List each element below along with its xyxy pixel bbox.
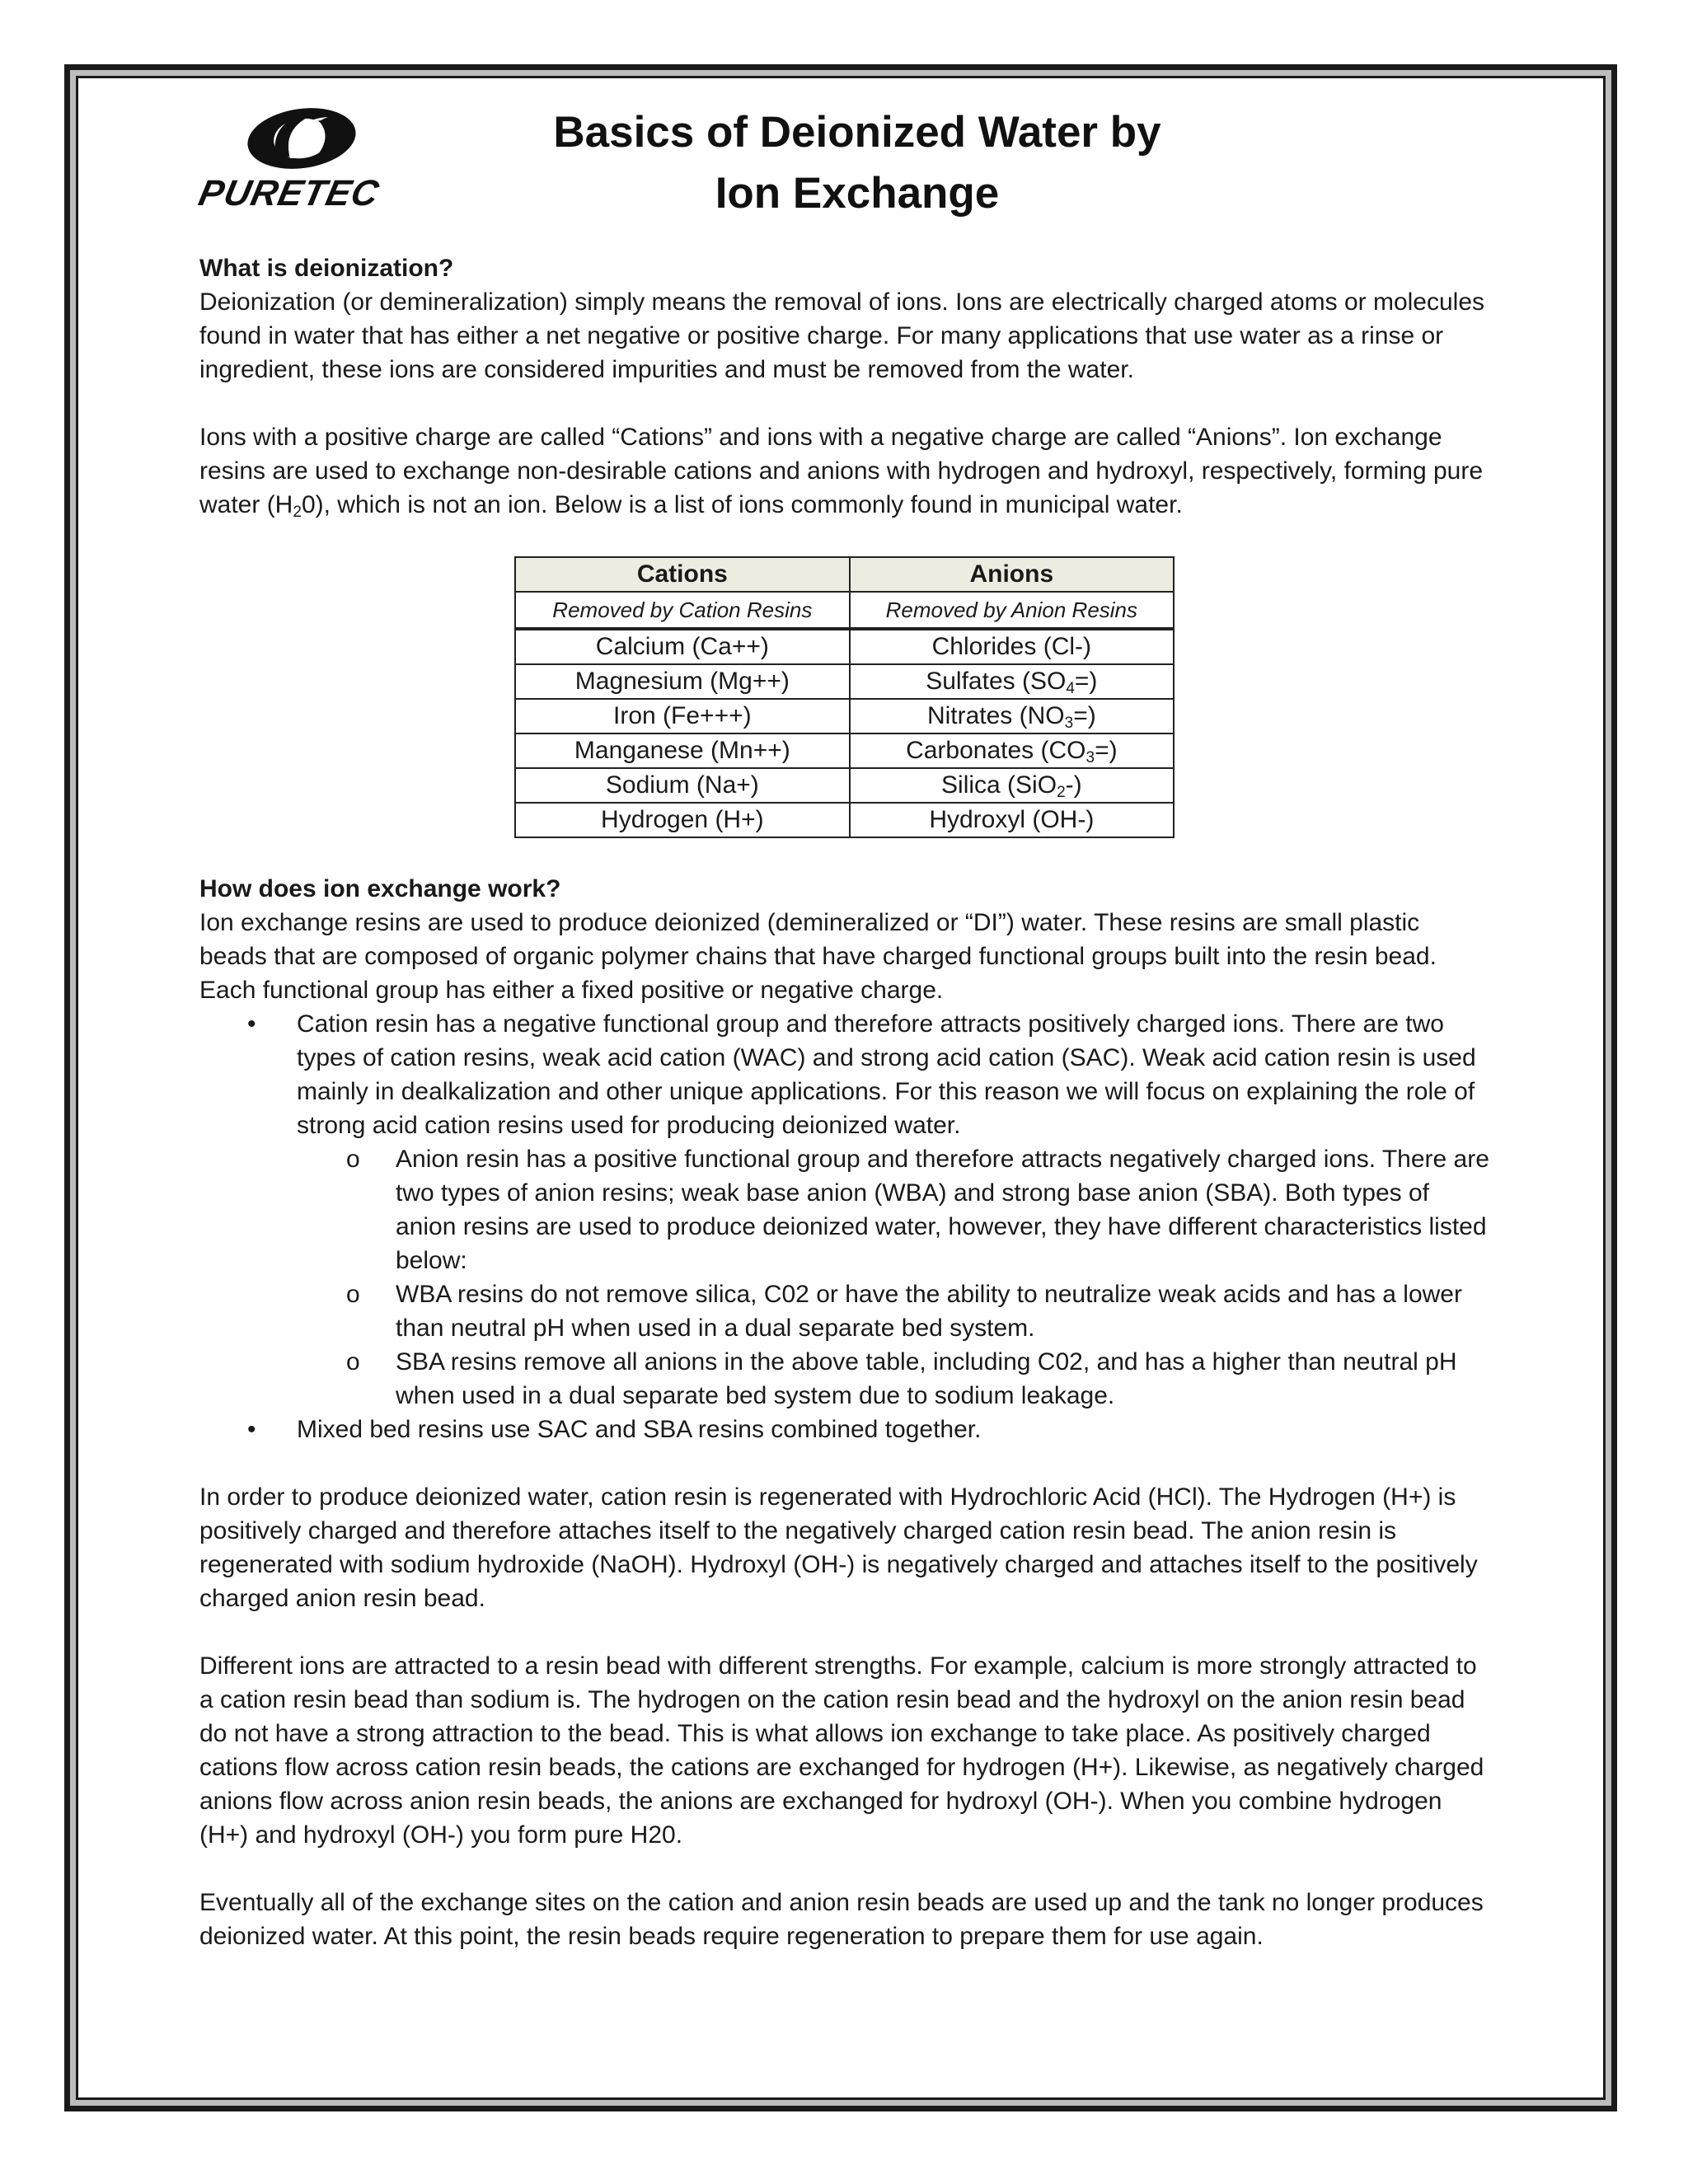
text-run: 0), which is not an ion. Below is a list of ions commonly found in municipal water. bbox=[301, 491, 1183, 518]
table-cell: Iron (Fe+++) bbox=[515, 699, 850, 733]
title-line-2: Ion Exchange bbox=[715, 169, 1000, 218]
page-title bbox=[462, 102, 1253, 224]
table-header: Anions bbox=[850, 557, 1174, 592]
table-row bbox=[515, 664, 1174, 699]
table-subheader-row bbox=[515, 592, 1174, 629]
text-run: Ions with a positive charge are called “Cations” and ions with a negative charge are called “Anions”. Ion exchange resins are used to exchange non-desirable cations and anions with hydrogen and hydroxyl, respectively, forming pure water (H bbox=[199, 424, 1484, 518]
document-body bbox=[199, 251, 1493, 1953]
table-row bbox=[515, 803, 1174, 837]
list-item-text: Anion resin has a positive functional group and therefore attracts negatively charged ions. There are two types of anion resins; weak base anion (WBA) and strong base anion (SBA). Both types of anion resins are used to produce deionized water, however, they have different characteristics listed below: bbox=[396, 1146, 1489, 1274]
paragraph-gap bbox=[199, 387, 1493, 420]
paragraph: Different ions are attracted to a resin bead with different strengths. For example, calcium is more strongly attracted to a cation resin bead than sodium is. The hydrogen on the cation resin bead and the hydroxyl on the anion resin bead do not have a strong attraction to the bead. This is what allows ion exchange to take place. As positively charged cations flow across cation resin beads, the cations are exchanged for hydrogen (H+). Likewise, as negatively charged anions flow across anion resin beads, the anions are exchanged for hydroxyl (OH-). When you combine hydrogen (H+) and hydroxyl (OH-) you form pure H20. bbox=[199, 1652, 1484, 1849]
list-item-text: SBA resins remove all anions in the above table, including C02, and has a higher than neutral pH when used in a dual separate bed system due to sodium leakage. bbox=[396, 1348, 1457, 1409]
bullet-marker: • bbox=[247, 1416, 256, 1443]
sub-list-item bbox=[297, 1345, 1493, 1413]
table-cell: Nitrates $(NO_3=)$ bbox=[850, 699, 1174, 733]
table-header: Cations bbox=[515, 557, 850, 592]
list-item-text: WBA resins do not remove silica, C02 or have the ability to neutralize weak acids and has a lower than neutral pH when used in a dual separate bed system. bbox=[396, 1281, 1462, 1342]
paragraph-gap bbox=[199, 1852, 1493, 1886]
sub-list-item bbox=[297, 1142, 1493, 1277]
list-item bbox=[199, 1413, 1493, 1446]
table-row bbox=[515, 768, 1174, 803]
paragraph-gap bbox=[199, 1446, 1493, 1480]
list-item-text: Cation resin has a negative functional group and therefore attracts positively charged ions. There are two types of cation resins, weak acid cation (WAC) and strong acid cation (SAC). Weak acid cation resin is used mainly in dealkalization and other unique applications. For this reason we will focus on explaining the role of strong acid cation resins used for producing deionized water. bbox=[297, 1010, 1476, 1139]
table-row bbox=[515, 733, 1174, 768]
table-cell: Calcium (Ca++) bbox=[515, 629, 850, 664]
table-header-row bbox=[515, 557, 1174, 592]
title-line-1: Basics of Deionized Water by bbox=[553, 108, 1161, 157]
table-row bbox=[515, 629, 1174, 664]
sub-list-item bbox=[297, 1277, 1493, 1345]
bullet-list bbox=[199, 1007, 1493, 1446]
logo-wordmark: PURETEC bbox=[195, 173, 383, 213]
table-cell: Chlorides (Cl-) bbox=[850, 629, 1174, 664]
table-cell: Silica (SiO$_2$-) bbox=[850, 768, 1174, 803]
paragraph: In order to produce deionized water, cation resin is regenerated with Hydrochloric Acid (HCl). The Hydrogen (H+) is positively charged and therefore attaches itself to the negatively charged cation resin bead. The anion resin is regenerated with sodium hydroxide (NaOH). Hydroxyl (OH-) is negatively charged and attaches itself to the positively charged anion resin bead. bbox=[199, 1483, 1478, 1612]
section-heading: What is deionization? bbox=[199, 255, 454, 282]
table-row bbox=[515, 699, 1174, 733]
bullet-marker: • bbox=[247, 1010, 256, 1038]
list-item bbox=[199, 1007, 1493, 1413]
sub-bullet-marker: o bbox=[346, 1146, 360, 1173]
table-cell: Magnesium (Mg++) bbox=[515, 664, 850, 699]
list-item-text: Mixed bed resins use SAC and SBA resins combined together. bbox=[297, 1416, 982, 1443]
sub-bullet-marker: o bbox=[346, 1281, 360, 1308]
table-cell: Manganese (Mn++) bbox=[515, 733, 850, 768]
paragraph bbox=[199, 420, 1493, 522]
paragraph: Eventually all of the exchange sites on the cation and anion resin beads are used up and the tank no longer produces deionized water. At this point, the resin beads require regeneration to prepare them for use again. bbox=[199, 1889, 1484, 1950]
paragraph-gap bbox=[199, 1615, 1493, 1649]
paragraph: Deionization (or demineralization) simply means the removal of ions. Ions are electrically charged atoms or molecules found in water that has either a net negative or positive charge. For many applications that use water as a rinse or ingredient, these ions are considered impurities and must be removed from the water. bbox=[199, 288, 1485, 383]
table-subheader: Removed by Cation Resins bbox=[515, 592, 850, 629]
table-subheader: Removed by Anion Resins bbox=[850, 592, 1174, 629]
table-cell: Sodium (Na+) bbox=[515, 768, 850, 803]
table-cell: Sulfates $(SO_4=)$ bbox=[850, 664, 1174, 699]
ions-table bbox=[514, 556, 1175, 838]
table-cell: Carbonates $(CO_3=)$ bbox=[850, 733, 1174, 768]
paragraph-gap bbox=[199, 838, 1493, 872]
table-cell: Hydrogen (H+) bbox=[515, 803, 850, 837]
paragraph: Ion exchange resins are used to produce deionized (demineralized or “DI”) water. These resins are small plastic beads that are composed of organic polymer chains that have charged functional groups built into the resin bead. Each functional group has either a fixed positive or negative charge. bbox=[199, 909, 1437, 1004]
subscript: 2 bbox=[293, 504, 302, 521]
sub-bullet-marker: o bbox=[346, 1348, 360, 1376]
section-heading: How does ion exchange work? bbox=[199, 875, 561, 902]
sub-list bbox=[297, 1142, 1493, 1413]
table-cell: Hydroxyl (OH-) bbox=[850, 803, 1174, 837]
